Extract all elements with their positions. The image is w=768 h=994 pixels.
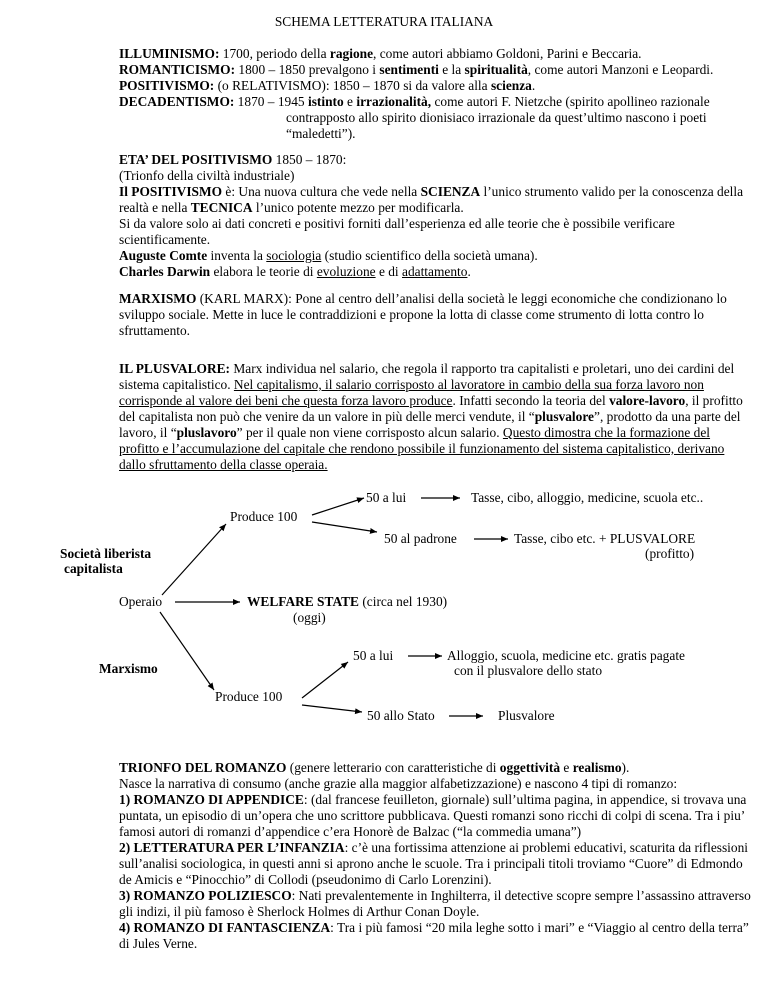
text-bold: TRIONFO DEL ROMANZO xyxy=(119,760,287,775)
text: . xyxy=(531,78,536,93)
profitto-label: (profitto) xyxy=(645,546,695,561)
oggi-label: (oggi) xyxy=(293,610,326,625)
text: : c’è una fortissima attenzione ai problemi educativi, scaturita da riflessioni sull’analisi sociologica, in questi anni si aprono anche le scuole. Tra i principali titoli troviamo “Cuore” di Edmondo de Amicis e “Pinocchio” di Collodi (pseudonimo di Carlo Lorenzini). xyxy=(119,840,749,887)
societa-liberista-label: Società liberista xyxy=(60,546,152,561)
arrow-produce-lui-bottom xyxy=(302,662,348,698)
text-bold: 4) ROMANZO DI FANTASCIENZA xyxy=(119,920,331,935)
lui-top-result: Tasse, cibo, alloggio, medicine, scuola etc.. xyxy=(471,490,704,505)
romanticismo-label: ROMANTICISMO: xyxy=(119,62,236,77)
eta-years: 1850 – 1870: xyxy=(272,152,347,167)
text: 1870 – 1945 xyxy=(234,94,308,109)
decadentismo-line2: contrapposto allo spirito dionisiaco irrazionale da quest’ultimo nascono i poeti “maledetti”). xyxy=(286,110,707,141)
text: l’unico strumento valido per la conoscenza della realtà e nella xyxy=(119,184,744,215)
welfare-title: WELFARE STATE xyxy=(247,594,359,609)
decadentismo-label: DECADENTISMO: xyxy=(119,94,235,109)
text-bold: ragione xyxy=(329,46,374,61)
text-bold: Auguste Comte xyxy=(119,248,208,263)
text: (genere letterario con caratteristiche di xyxy=(286,760,500,775)
text-bold: pluslavoro xyxy=(176,425,237,440)
arrow-operaio-produce-top xyxy=(162,524,226,595)
text-bold: TECNICA xyxy=(190,200,253,215)
text-bold: 2) LETTERATURA PER L’INFANZIA xyxy=(119,840,345,855)
illuminismo-label: ILLUMINISMO: xyxy=(119,46,220,61)
romanzo-fantascienza xyxy=(119,920,751,952)
arrow-produce-padrone xyxy=(312,522,377,532)
text-bold: irrazionalità, xyxy=(356,94,432,109)
lui-top-label: 50 a lui xyxy=(366,490,407,505)
text: 1800 – 1850 prevalgono i xyxy=(235,62,380,77)
text: : (dal francese feuilleton, giornale) sull’ultima pagina, in appendice, si trovava una puntata, un episodio di un’opera che uno scrittore pubblicava. Questi romanzi sono ricchi di colpi di scena. Tra i piu’ famosi autori di romanzi d’appendice c’era Honorè de Balzac (“la commedia umana”) xyxy=(119,792,747,839)
text-bold: SCIENZA xyxy=(420,184,481,199)
text: e di xyxy=(375,264,402,279)
eta-heading-title: ETA’ DEL POSITIVISMO xyxy=(119,152,273,167)
text: 1700, periodo della xyxy=(219,46,330,61)
text-bold: spiritualità xyxy=(464,62,528,77)
text-underline: sociologia xyxy=(266,248,322,263)
lui-bottom-result1: Alloggio, scuola, medicine etc. gratis pagate xyxy=(447,648,685,663)
text-bold: valore-lavoro xyxy=(609,393,686,408)
text: ). xyxy=(621,760,630,775)
text-underline: Questo dimostra che la formazione del profitto e l’accumulazione del capitale che rendono possibile il funzionamento del sistema capitalistico, derivano dallo sfruttamento della classe operaia. xyxy=(119,425,725,472)
padrone-label: 50 al padrone xyxy=(384,531,457,546)
text-bold: scienza xyxy=(490,78,532,93)
text: ” per il quale non viene corrisposto alcun salario. xyxy=(236,425,503,440)
text: e xyxy=(343,94,357,109)
operaio-label: Operaio xyxy=(119,594,163,609)
text: elabora le teorie di xyxy=(210,264,317,279)
romanzo-intro: Nasce la narrativa di consumo (anche grazie alla maggior alfabetizzazione) e nascono 4 tipi di romanzo: xyxy=(119,776,678,791)
text: e la xyxy=(438,62,465,77)
text: l’unico potente mezzo per modificarla. xyxy=(252,200,464,215)
stato-result: Plusvalore xyxy=(498,708,555,723)
text-bold: plusvalore xyxy=(534,409,594,424)
text-underline: Nel capitalismo, il salario corrisposto al lavoratore in cambio della sua forza lavoro non corrisponde al valore dei beni che questa forza lavoro produce xyxy=(119,377,704,408)
text: (o RELATIVISMO): 1850 – 1870 si da valore alla xyxy=(214,78,491,93)
arrow-produce-stato xyxy=(302,705,362,712)
text: . xyxy=(467,264,471,279)
text-bold: 1) ROMANZO DI APPENDICE xyxy=(119,792,304,807)
text: inventa la xyxy=(207,248,267,263)
produce-top-label: Produce 100 xyxy=(230,509,298,524)
romanzo-appendice xyxy=(119,792,751,840)
romanzo-heading xyxy=(119,760,751,776)
text: . Infatti secondo la teoria del xyxy=(452,393,610,408)
text-bold: 3) ROMANZO POLIZIESCO xyxy=(119,888,292,903)
welfare-years: (circa nel 1930) xyxy=(358,594,448,609)
text: (studio scientifico della società umana). xyxy=(321,248,538,263)
text: : Tra i più famosi “20 mila leghe sotto i mari” e “Viaggio al centro della terra” di Jules Verne. xyxy=(119,920,749,951)
text-bold: IL PLUSVALORE: xyxy=(119,361,231,376)
text: (KARL MARX): Pone al centro dell’analisi della società le leggi economiche che condizionano lo sviluppo sociale. Mette in luce le contraddizioni e propone la lotta di classe come strumento di lotta contro lo sfruttamento. xyxy=(119,291,727,338)
text: come autori F. Nietzche (spirito apollineo razionale xyxy=(431,94,710,109)
text: : Nati prevalentemente in Inghilterra, il detective scopre sempre l’assassino attraverso gli indizi, il più famoso è Sherlock Holmes di Arthur Conan Doyle. xyxy=(119,888,751,919)
text: è: Una nuova cultura che vede nella xyxy=(222,184,421,199)
positivismo-paragraph: Si da valore solo ai dati concreti e positivi forniti dall’esperienza ed alle teorie che è possibile verificare scientificamente. xyxy=(119,216,675,247)
lui-bottom-result2: con il plusvalore dello stato xyxy=(454,663,603,678)
text: ”, prodotto da una parte del lavoro, il “ xyxy=(119,409,741,440)
text: Marx individua nel salario, che regola il rapporto tra capitalisti e proletari, uno dei cardini del sistema capitalistico. xyxy=(119,361,735,392)
text: e xyxy=(560,760,573,775)
welfare-label xyxy=(247,594,447,610)
romanzo-poliziesco xyxy=(119,888,751,920)
text: , come autori Manzoni e Leopardi. xyxy=(527,62,714,77)
stato-label: 50 allo Stato xyxy=(367,708,435,723)
arrow-operaio-produce-bottom xyxy=(160,612,214,690)
text-underline: evoluzione xyxy=(316,264,376,279)
letteratura-infanzia xyxy=(119,840,751,888)
padrone-result: Tasse, cibo etc. + PLUSVALORE xyxy=(514,531,696,546)
document-title: SCHEMA LETTERATURA ITALIANA xyxy=(274,14,494,29)
produce-bottom-label: Produce 100 xyxy=(215,689,283,704)
text: , come autori abbiamo Goldoni, Parini e Beccaria. xyxy=(373,46,642,61)
capitalista-label: capitalista xyxy=(64,561,123,576)
marxismo-diagram-label: Marxismo xyxy=(99,661,158,676)
text-bold: sentimenti xyxy=(379,62,439,77)
text-bold: MARXISMO xyxy=(119,291,197,306)
text-underline: adattamento xyxy=(402,264,468,279)
eta-subtitle: (Trionfo della civiltà industriale) xyxy=(119,168,295,183)
lui-bottom-label: 50 a lui xyxy=(353,648,394,663)
arrow-produce-lui-top xyxy=(312,498,364,515)
text-bold: realismo xyxy=(572,760,622,775)
text-bold: Il POSITIVISMO xyxy=(119,184,223,199)
positivismo-label: POSITIVISMO: xyxy=(119,78,215,93)
text: , il profitto del capitalista non può che venire da un valore in più delle merci vendute, il “ xyxy=(119,393,743,424)
text-bold: istinto xyxy=(307,94,344,109)
romanzo-section xyxy=(119,760,751,952)
text-bold: Charles Darwin xyxy=(119,264,211,279)
text-bold: oggettività xyxy=(499,760,561,775)
